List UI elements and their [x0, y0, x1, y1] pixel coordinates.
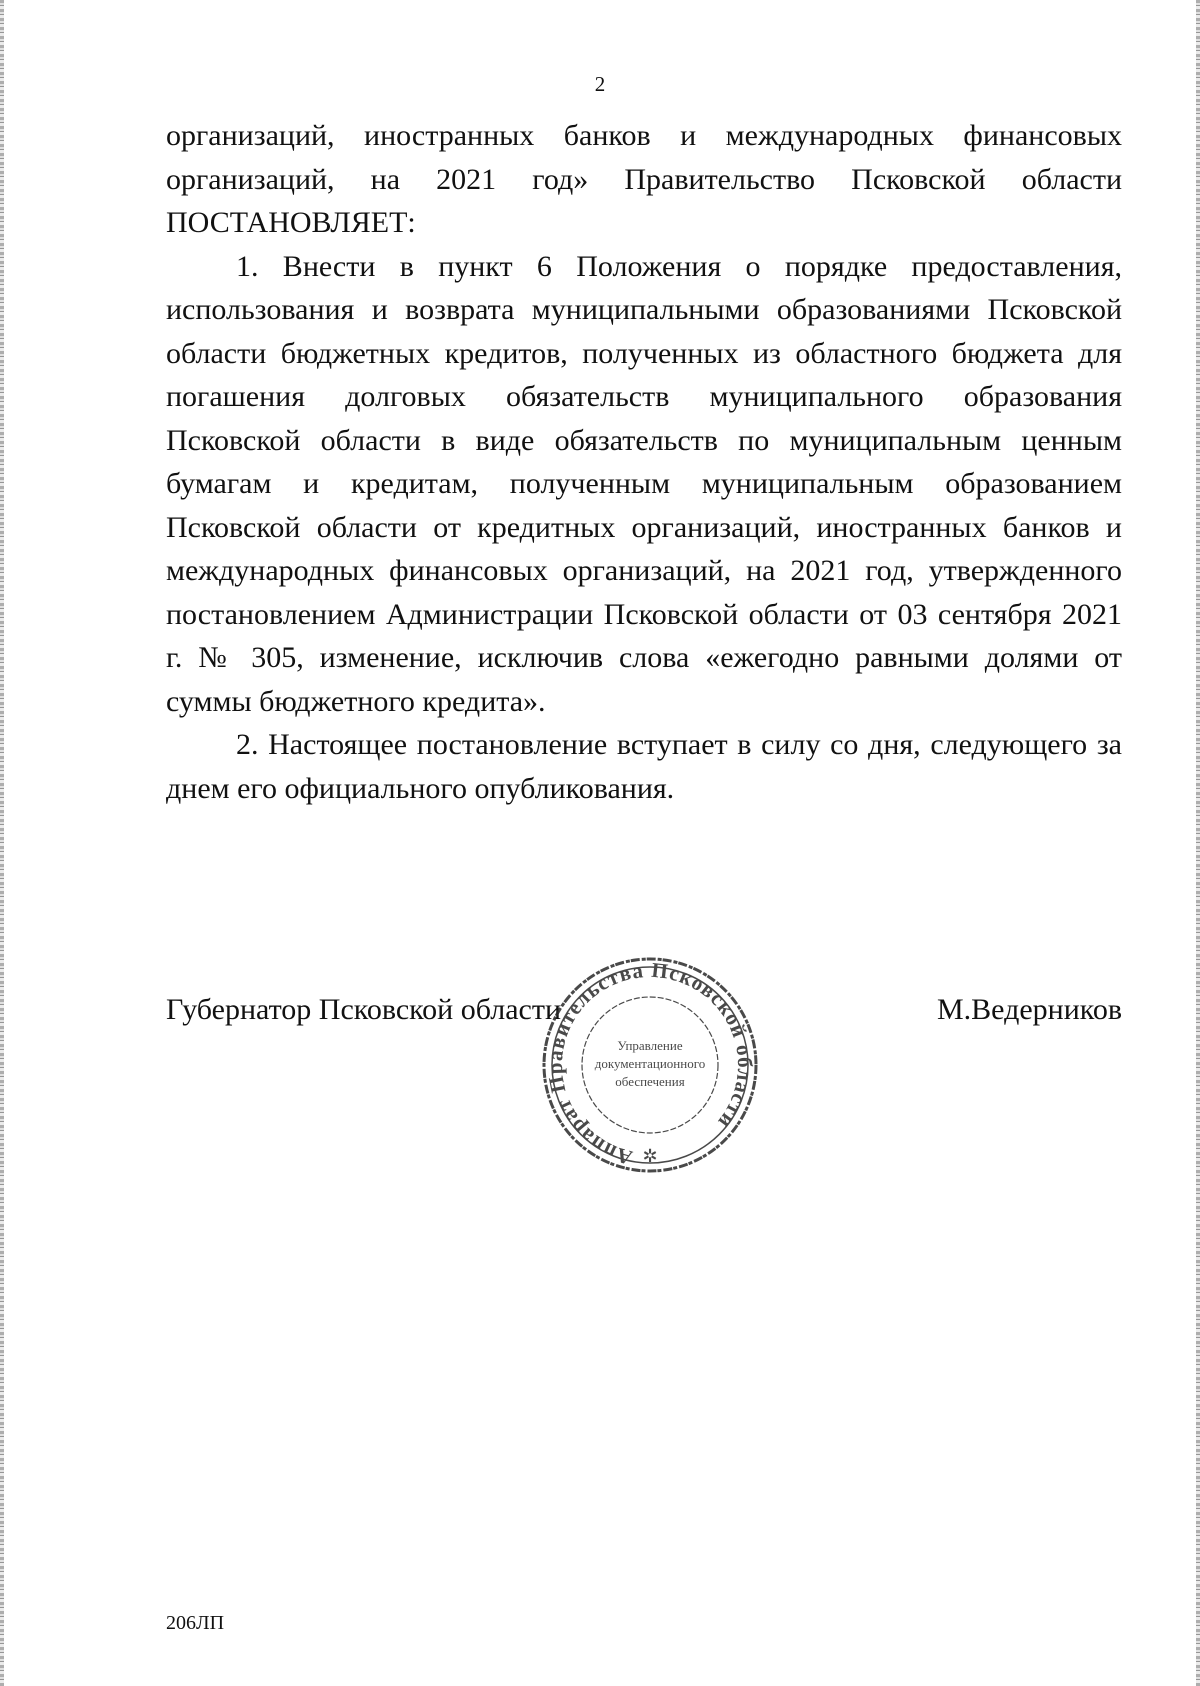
- seal-inner-line-2: документационного: [594, 1056, 706, 1071]
- scan-edge-right: [1196, 0, 1200, 1686]
- seal-star-icon: ✲: [642, 1146, 658, 1167]
- seal-outer-text: Аппарат Правительства Псковской области: [542, 957, 758, 1171]
- seal-inner-line-3: обеспечения: [615, 1074, 685, 1089]
- scan-edge-left: [0, 0, 4, 1686]
- official-seal-stamp: [530, 948, 770, 1178]
- signatory-name: М.Ведерников: [936, 993, 1122, 1026]
- signatory-title: Губернатор Псковской области: [166, 993, 562, 1026]
- paragraph-intro: организаций, иностранных банков и международных финансовых организаций, на 2021 год» Правительство Псковской области ПОСТАНОВЛЯЕТ:: [166, 119, 1122, 239]
- paragraph-item-1: 1. Внести в пункт 6 Положения о порядке предоставления, использования и возврата муниципальными образованиями Псковской области бюджетных кредитов, полученных из областного бюджета для погашения долговых обязательств муниципального образования Псковской области в виде обязательств по муниципальным ценным бумагам и кредитам, полученным муниципальным образованием Псковской области от кредитных организаций, иностранных банков и международных финансовых организаций, на 2021 год, утвержденного постановлением Администрации Псковской области от 03 сентября 2021 г. № 305, изменение, исключив слова «ежегодно равными долями от суммы бюджетного кредита».: [166, 249, 1122, 718]
- document-body: [166, 114, 1122, 810]
- paragraph-item-2: 2. Настоящее постановление вступает в силу со дня, следующего за днем его официального опубликования.: [166, 728, 1122, 805]
- seal-inner-line-1: Управление: [617, 1038, 683, 1053]
- page-number: 2: [594, 72, 606, 96]
- document-code: 206ЛП: [166, 1612, 225, 1634]
